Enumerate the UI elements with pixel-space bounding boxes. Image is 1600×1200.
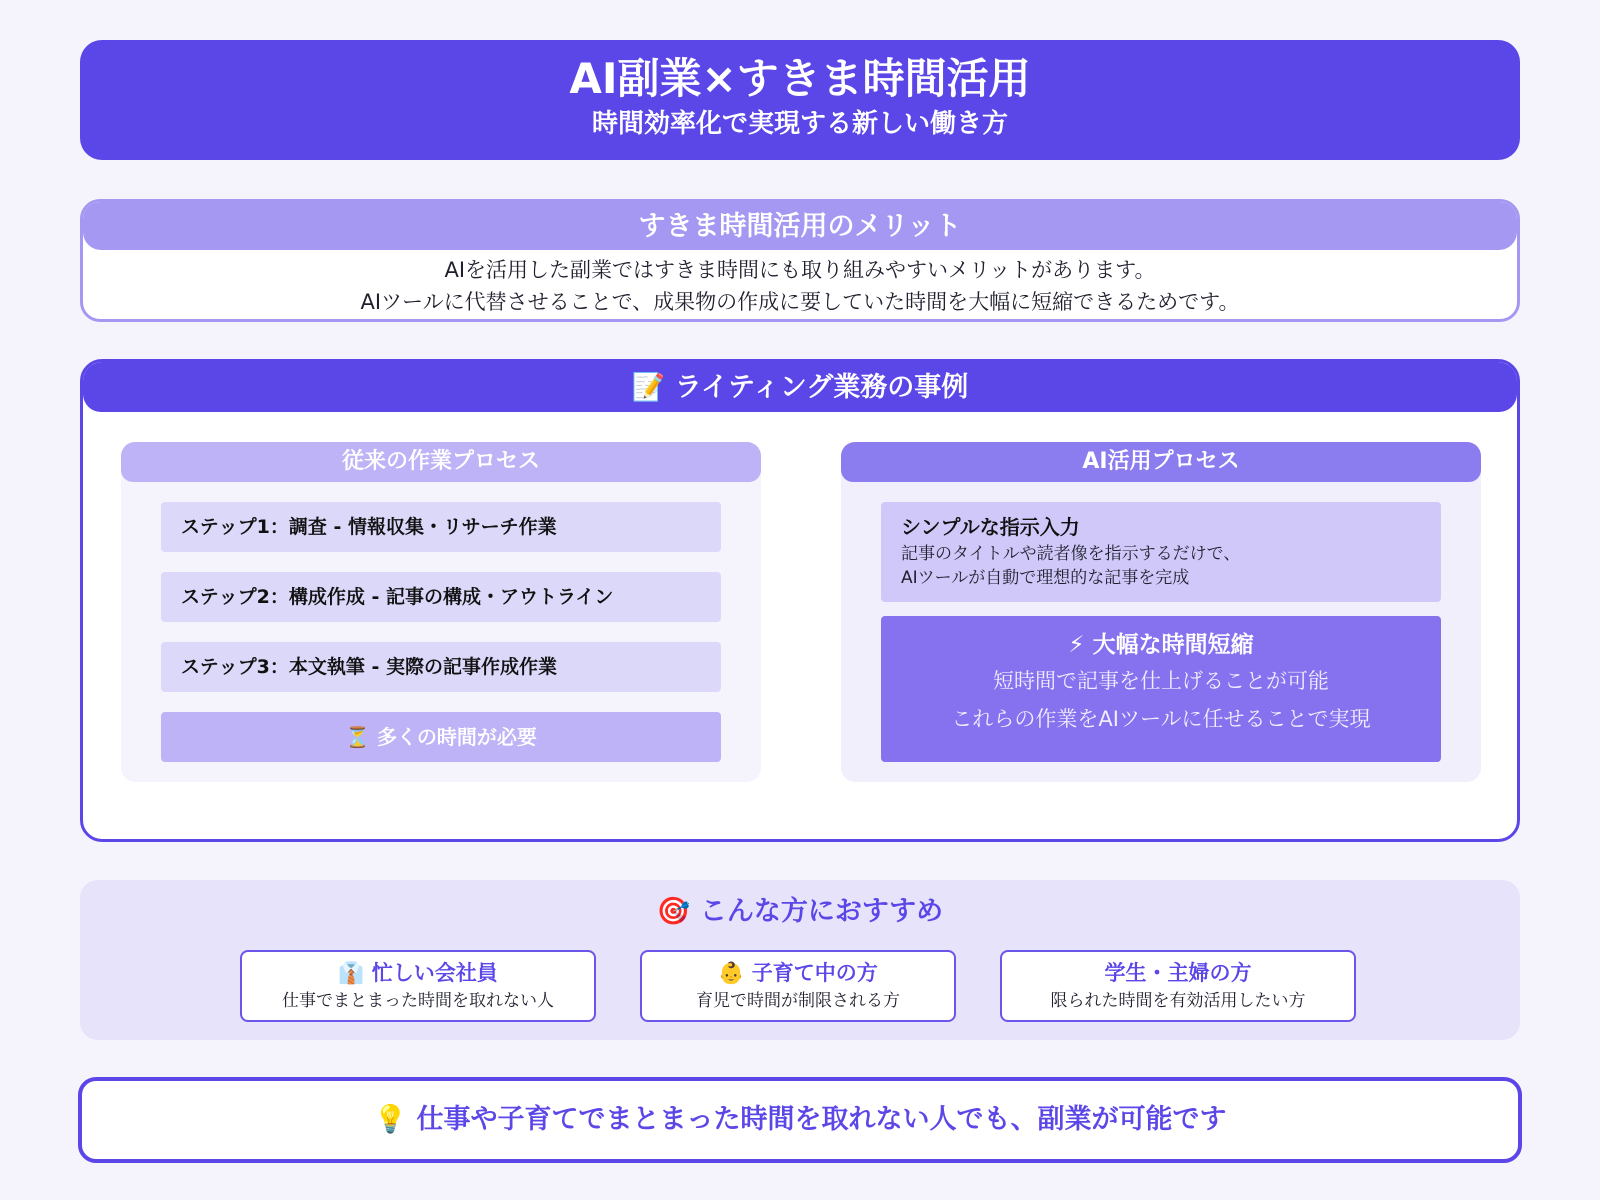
simple-instruction-line-1: 記事のタイトルや読者像を指示するだけで、 xyxy=(901,544,1241,564)
lightning-icon: ⚡ xyxy=(1068,632,1085,658)
writing-case-title: ライティング業務の事例 xyxy=(674,372,969,403)
merit-line-2: AIツールに代替させることで、成果物の作成に要していた時間を大幅に短縮できるためです。 xyxy=(360,290,1240,314)
page-title: AI副業×すきま時間活用 xyxy=(569,54,1031,103)
writing-case-section xyxy=(80,359,1520,842)
ai-process-panel xyxy=(841,442,1481,782)
target-icon: 🎯 xyxy=(656,896,691,927)
time-reduction-title-row xyxy=(881,628,1441,662)
card-desc: 仕事でまとまった時間を取れない人 xyxy=(282,991,554,1011)
hourglass-icon: ⏳ xyxy=(345,725,370,749)
traditional-process-title: 従来の作業プロセス xyxy=(121,442,761,482)
time-needed-badge xyxy=(161,712,721,762)
card-title: 忙しい会社員 xyxy=(371,961,498,985)
lightbulb-icon: 💡 xyxy=(373,1104,408,1135)
baby-icon: 👶 xyxy=(718,961,745,985)
simple-instruction-box xyxy=(881,502,1441,602)
ai-process-title: AI活用プロセス xyxy=(841,442,1481,482)
merit-title: すきま時間活用のメリット xyxy=(83,202,1517,250)
recommend-title-row xyxy=(80,892,1520,932)
necktie-icon: 👔 xyxy=(338,961,365,985)
time-reduction-line-1: 短時間で記事を仕上げることが可能 xyxy=(993,669,1329,693)
merit-line-1: AIを活用した副業ではすきま時間にも取り組みやすいメリットがあります。 xyxy=(444,258,1156,282)
card-desc: 限られた時間を有効活用したい方 xyxy=(1050,991,1306,1011)
memo-icon: 📝 xyxy=(631,372,666,403)
step-1: ステップ1：調査 - 情報収集・リサーチ作業 xyxy=(161,502,721,552)
time-reduction-box xyxy=(881,616,1441,762)
traditional-process-panel xyxy=(121,442,761,782)
step-3: ステップ3：本文執筆 - 実際の記事作成作業 xyxy=(161,642,721,692)
time-needed-label: 多くの時間が必要 xyxy=(376,725,537,749)
time-reduction-title: 大幅な時間短縮 xyxy=(1092,632,1254,658)
recommend-title: こんな方におすすめ xyxy=(699,896,944,927)
simple-instruction-line-2: AIツールが自動で理想的な記事を完成 xyxy=(901,568,1190,588)
merit-body xyxy=(83,250,1517,318)
time-reduction-line-2: これらの作業をAIツールに任せることで実現 xyxy=(951,707,1371,731)
writing-case-title-bar xyxy=(83,362,1517,412)
header-banner xyxy=(80,40,1520,160)
recommend-card-office-worker xyxy=(240,950,596,1022)
footer-text: 仕事や子育てでまとまった時間を取れない人でも、副業が可能です xyxy=(416,1104,1227,1135)
card-title-row xyxy=(242,958,594,988)
footer-callout xyxy=(78,1077,1522,1163)
simple-instruction-title: シンプルな指示入力 xyxy=(901,515,1080,539)
card-desc: 育児で時間が制限される方 xyxy=(696,991,900,1011)
card-title: 学生・主婦の方 xyxy=(1104,961,1252,985)
page-subtitle: 時間効率化で実現する新しい働き方 xyxy=(591,109,1008,139)
merit-section xyxy=(80,199,1520,322)
recommend-card-parent xyxy=(640,950,956,1022)
card-title-row xyxy=(1002,958,1354,988)
card-title: 子育て中の方 xyxy=(751,961,878,985)
recommend-section xyxy=(80,880,1520,1040)
card-title-row xyxy=(642,958,954,988)
recommend-card-student-homemaker xyxy=(1000,950,1356,1022)
step-2: ステップ2：構成作成 - 記事の構成・アウトライン xyxy=(161,572,721,622)
